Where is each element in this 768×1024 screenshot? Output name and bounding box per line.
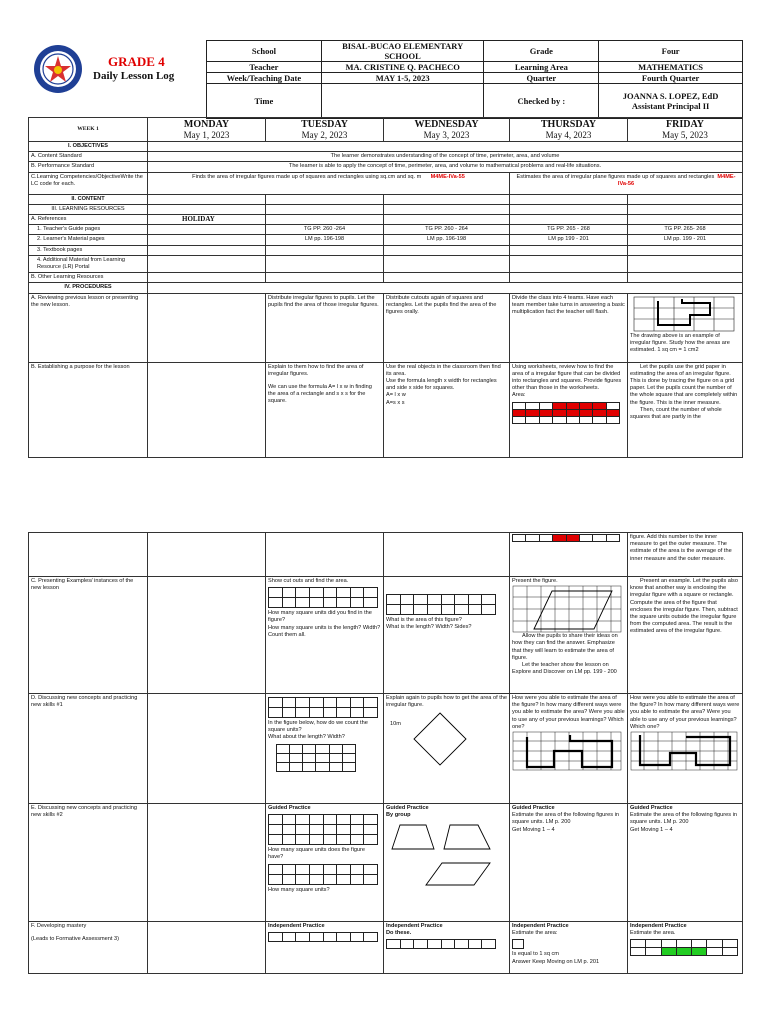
estimate-grid-green (630, 939, 738, 956)
section-procedures: IV. PROCEDURES (29, 283, 148, 293)
irregular-figure-grid (630, 295, 738, 333)
lesson-log-title: Daily Lesson Log (93, 70, 175, 82)
section-objectives: I. OBJECTIVES (29, 142, 148, 152)
parallelogram-on-grid (512, 585, 622, 633)
week-label: WEEK 1 (29, 118, 148, 142)
content-standard: The learner demonstrates understanding of the concept of time, perimeter, area, and volume (148, 152, 743, 162)
independent-grid-1 (268, 932, 378, 942)
deped-seal-icon (33, 44, 83, 94)
checker-name: JOANNA S. LOPEZ, EdD (622, 91, 719, 101)
independent-grid-2 (386, 939, 496, 949)
cutout-grid (268, 587, 378, 608)
irregular-figure-friday (630, 731, 738, 771)
length-width-grid (276, 744, 356, 772)
area-figure-grid (386, 594, 496, 615)
unit-square-box (512, 939, 524, 949)
performance-standard: The learner is able to apply the concept of time, perimeter, area, and volume to mathematical problems and real-life situations. (148, 162, 743, 172)
irregular-figure-thursday (512, 731, 622, 771)
trapezoid-figure (386, 819, 496, 853)
rhombus-figure (412, 711, 468, 767)
lesson-log-table-page1: WEEK 1 MONDAY May 1, 2023 TUESDAY May 2, 2023 WEDNESDAY May 3, 2023 THURSDAY May 4, 2023 FRIDAY May 5, 2023 I. OBJECTIVES A. Content Standard The learner demonstrates understanding of the concept of time, perimeter, area, and volume B. Performance Standard The learner is able to apply the concept of time, perimeter, area, and volume to mathematical problems and real-life situations. C.Learning Competencies/ObjectiveWrite the LC code for each. Finds the area of irregular figures made up of squares and rectangles using sq.cm and sq. m M4ME-IVa-55 Estimates the area of irregular plane figures made up of squares and rectangles M4ME-IVa-56 II. CONTENT III. LEARNING RESOURCES A. References HOLIDAY 1. Teacher's Guide pages TG PP. 260 -264 TG PP. 260 - 264 TG PP. 265 - 268 TG PP. 265- 268 2. Learner's Material pages LM pp. 196-198 LM pp. 196-198 LM pp 199 - 201 LM pp. 199 - 201 3. Textbook pages 4. Additional Material from Learning Resource (LR) Portal B. Other Learning Resources IV. PROCEDURES A. Reviewing previous lesson or presenting the new lesson. Distribute irregular figures to pupils. Let the pupils find the area of those irregular figures. Distribute cutouts again of squares and rectangles. Let the pupils find the area of the figures orally. Divide the class into 4 teams. Have each team member take turns in answering a basic multiplication fact the teacher will flash. The drawing above is an example of irregular figure. Study how the areas are estimated. 1 sq cm = 1 cm2 B. Establishing a purpose for the lesson Explain to them how to find the area of irregular figures. We can use the formula A= l x w in finding the area of a rectangle and s x s for the square. Use the real objects in the classroom then find its area. Use the formula length x width for rectangles and side x side for squares. A= l x w A=s x s Using worksheets, review how to find the area of a irregular figure that can be divided into rectangles and squares. Provide figures other than those in the worksheets. Area: Let the pupils use the grid paper in estimating the area of an irregular figure. This is done by tracing the figure on a grid paper. Let the pupils count the number of the whole square that are completely within the figure. This is the inner measure. Then, count the number of whole squares that are partly in the (28, 117, 743, 458)
checker-title: Assistant Principal II (631, 101, 710, 111)
header-info-table: School BISAL-BUCAO ELEMENTARY SCHOOL Grade Four Teacher MA. CRISTINE Q. PACHECO Learning Area MATHEMATICS Week/Teaching Date MAY 1-5, 2023 Quarter Fourth Quarter Time Checked by : JOANNA S. LOPEZ, EdD Assistant Principal II (206, 40, 743, 119)
grade-title: GRADE 4 (108, 54, 165, 69)
guided-grid-2 (268, 864, 378, 885)
area-grid-red-continued (512, 534, 620, 542)
holiday-label: HOLIDAY (148, 215, 266, 225)
area-grid-red (512, 402, 620, 424)
dimension-label: 10m (390, 721, 401, 728)
lesson-log-table-page2: figure. Add this number to the inner measure to get the outer measure. The estimate of the area is the average of the inner measure and the outer measure. C. Presenting Examples/ instances of the new lesson Show cut outs and find the area. How many square units did you find in the figure? How many square units is the length? Width? Count them all. What is the area of this figure? What is the length? Width? Sides? Present the figure. Allow the pupils to share their ideas on how they can find the answer. Emphasize that they will learn to estimate the area of figure. Let the teacher show the lesson on Explore and Discover on LM pp. 199 - 200 Present an example. Let the pupils also know that another way is enclosing the irregular figure with a square or rectangle. Compute the area of the figure that encloses the irregular figure. Then, subtract the square units outside the irregular figure from the computed area. The result is the estimated area of the irregular figure. D. Discussing new concepts and practicing new skills #1 In the figure below, how do we count the square units? What about the length? Width? Explain again to pupils how to get the area of the irregular figure. 10m How were you able to estimate the area of the figure? In how many different ways were you able to estimate the area? Were you able to use any of your previous learnings? Which one? How were you able to estimate the area of the figure? In how many different ways were you able to estimate the area? Were you able to use any of your previous learnings? Which one? E. Discussing new concepts and practicing new skills #2 Guided Practice How many square units does the figure have? How many square units? Guided Practice By group Guided Practice Estimate the area of the following figures in square units. LM p. 200 Get Moving 1 – 4 Guided Practice Estimate the area of the following figures in square units. LM p. 200 Get Moving 1 – 4 F. Developing mastery (Leads to Formative Assessment 3) Independent Practice Independent Practice Do these. Independent Practice Estimate the area: Is equal to 1 sq cm Answer Keep Moving on LM p. 201 Independent Practice Estimate the area. (28, 532, 743, 974)
square-units-grid (268, 697, 378, 718)
guided-grid-1 (268, 814, 378, 845)
parallelogram-figure (386, 859, 496, 889)
